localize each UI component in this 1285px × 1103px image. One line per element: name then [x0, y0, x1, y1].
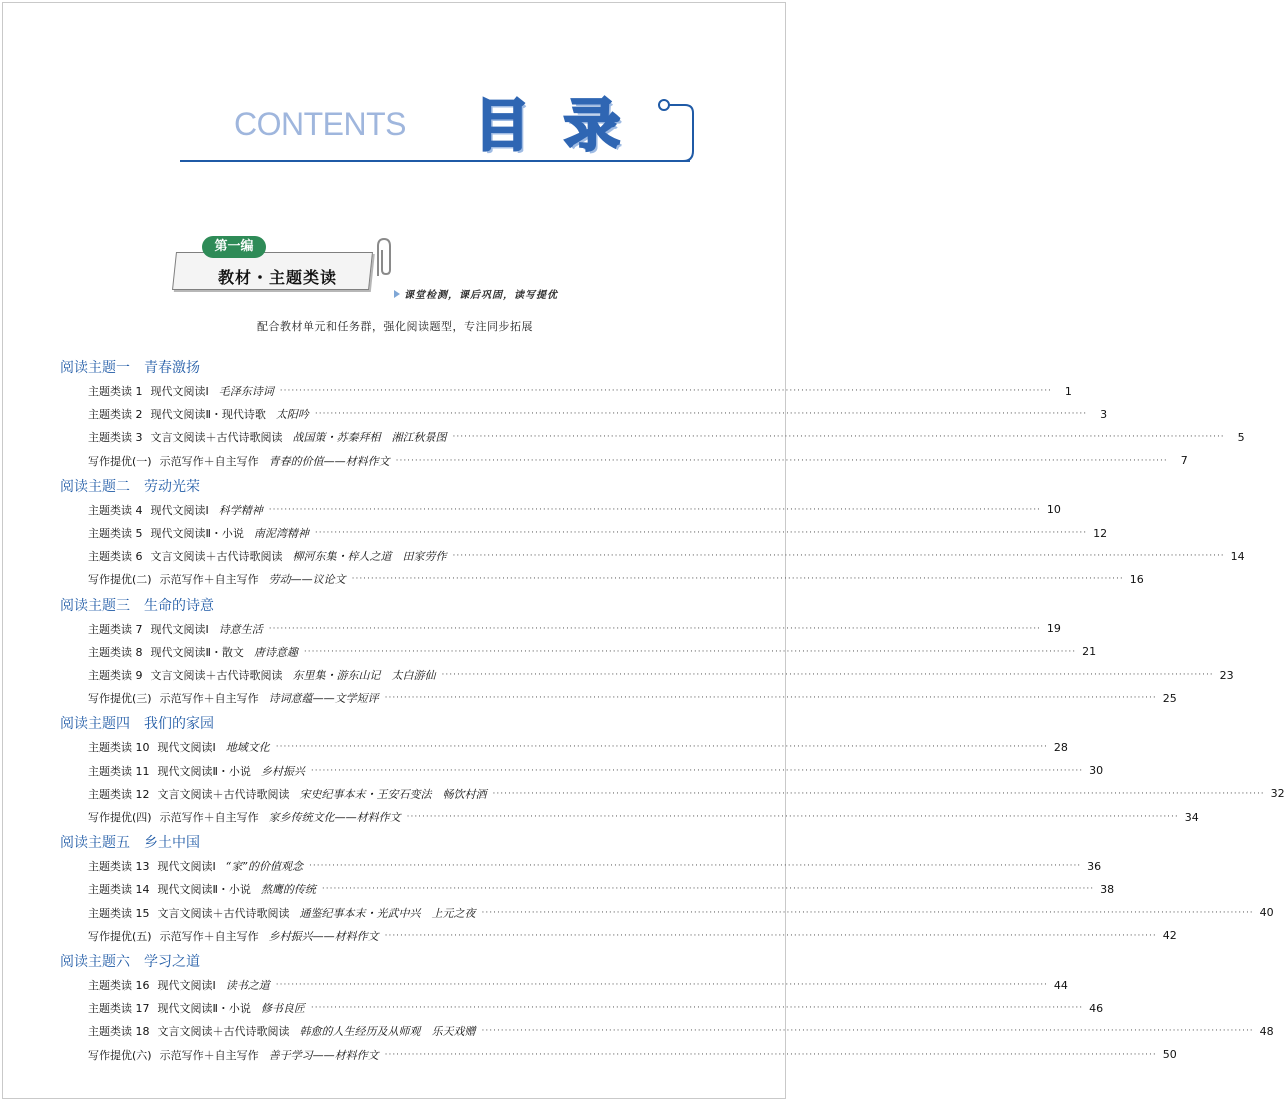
- entry-label: 主题类读 4: [88, 503, 143, 517]
- leader-dots: ········································································································································································································: [314, 409, 1088, 420]
- toc-entry[interactable]: [88, 977, 1068, 993]
- entry-category: 现代文阅读Ⅰ: [157, 979, 216, 992]
- entry-category: 现代文阅读Ⅰ: [150, 622, 209, 636]
- entry-category: 文言文阅读＋古代诗歌阅读: [150, 669, 283, 682]
- leader-dots: ········································································································································································································: [452, 551, 1225, 562]
- entry-topic: 韩愈的人生经历及从师观 乐天戏赠: [299, 1025, 476, 1039]
- toc-entry[interactable]: [88, 786, 1285, 802]
- entry-topic: 劳动——议论文: [268, 573, 346, 587]
- toc-entry[interactable]: [88, 763, 1104, 779]
- slogan-arrow-icon: [394, 290, 400, 298]
- entry-label: 主题类读 9: [88, 669, 143, 682]
- entry-label: 主题类读 8: [88, 645, 143, 659]
- entry-label: 主题类读 7: [88, 622, 143, 636]
- entry-topic: 唐诗意趣: [253, 645, 298, 659]
- entry-topic: 善于学习——材料作文: [268, 1048, 379, 1062]
- toc-entry[interactable]: [88, 621, 1061, 637]
- entry-page-number: 40: [1259, 906, 1274, 920]
- entry-topic: 诗意生活: [218, 622, 263, 636]
- toc-entry[interactable]: [88, 548, 1245, 564]
- entry-page-number: 34: [1184, 810, 1199, 824]
- toc-entry[interactable]: [88, 383, 1072, 399]
- entry-topic: 南泥湾精神: [253, 527, 309, 540]
- entry-page-number: 42: [1162, 929, 1177, 943]
- part-badge: 第一编: [202, 236, 266, 258]
- theme-title[interactable]: 阅读主题三 生命的诗意: [60, 597, 214, 614]
- entry-topic: 青春的价值——材料作文: [268, 454, 390, 468]
- toc-entry[interactable]: [88, 644, 1097, 660]
- entry-category: 现代文阅读Ⅰ: [157, 741, 216, 755]
- theme-title[interactable]: 阅读主题一 青春激扬: [60, 360, 200, 376]
- entry-page-number: 7: [1180, 454, 1188, 468]
- entry-category: 文言文阅读＋古代诗歌阅读: [157, 787, 290, 801]
- leader-dots: ········································································································································································································: [395, 455, 1168, 466]
- entry-label: 写作提优(六): [88, 1048, 152, 1062]
- entry-page-number: 38: [1100, 882, 1115, 896]
- toc-entry[interactable]: [88, 406, 1108, 422]
- leader-dots: ········································································································································································································: [481, 1026, 1254, 1037]
- entry-label: 写作提优(五): [88, 929, 152, 943]
- entry-label: 写作提优(四): [88, 811, 152, 824]
- entry-category: 现代文阅读Ⅰ: [150, 385, 209, 398]
- entry-topic: 战国策・苏秦拜相 湘江秋景图: [292, 431, 447, 445]
- theme-title[interactable]: 阅读主题五 乡土中国: [60, 835, 200, 852]
- toc-entry[interactable]: [88, 858, 1102, 874]
- toc-entry[interactable]: [88, 571, 1144, 587]
- toc-entry[interactable]: [88, 1023, 1274, 1039]
- entry-category: 现代文阅读Ⅰ: [157, 860, 216, 874]
- entry-topic: 地域文化: [225, 741, 270, 755]
- entry-category: 示范写作＋自主写作: [159, 1048, 259, 1062]
- leader-dots: ········································································································································································································: [452, 432, 1225, 443]
- entry-topic: 乡村振兴: [260, 764, 305, 778]
- theme-title[interactable]: 阅读主题四 我们的家园: [60, 716, 214, 733]
- entry-label: 主题类读 17: [88, 1002, 150, 1016]
- leader-dots: ········································································································································································································: [314, 528, 1088, 538]
- entry-page-number: 30: [1089, 764, 1104, 778]
- toc-entry[interactable]: [88, 881, 1115, 897]
- leader-dots: ········································································································································································································: [268, 504, 1041, 515]
- entry-page-number: 36: [1087, 859, 1102, 873]
- toc-entry[interactable]: [88, 1000, 1104, 1016]
- entry-category: 现代文阅读Ⅱ・小说: [157, 883, 251, 897]
- toc-entry[interactable]: [88, 525, 1108, 541]
- entry-topic: 科学精神: [218, 503, 263, 517]
- toc-entry[interactable]: [88, 739, 1068, 755]
- entry-category: 示范写作＋自主写作: [159, 692, 259, 706]
- section-subtitle: 配合教材单元和任务群，强化阅读题型，专注同步拓展: [257, 320, 533, 333]
- leader-dots: ········································································································································································································: [406, 812, 1179, 822]
- toc-entry[interactable]: [88, 453, 1188, 469]
- entry-category: 文言文阅读＋古代诗歌阅读: [157, 1025, 290, 1039]
- entry-topic: “家”的价值观念: [225, 860, 303, 874]
- leader-dots: ········································································································································································································: [351, 574, 1124, 585]
- entry-page-number: 23: [1219, 668, 1234, 682]
- entry-page-number: 14: [1230, 549, 1245, 563]
- entry-page-number: 25: [1162, 691, 1177, 705]
- leader-dots: ········································································································································································································: [279, 386, 1052, 396]
- leader-dots: ········································································································································································································: [268, 623, 1041, 634]
- entry-label: 主题类读 12: [88, 787, 150, 801]
- entry-topic: 修书良匠: [260, 1002, 305, 1016]
- banner-title: 教材・主题类读: [218, 268, 338, 287]
- banner-slogan: 课堂检测，课后巩固，读写提优: [404, 290, 558, 301]
- entry-topic: 宋史纪事本末・王安石变法 畅饮村酒: [299, 787, 487, 801]
- entry-page-number: 50: [1162, 1048, 1177, 1062]
- entry-label: 主题类读 18: [88, 1025, 150, 1039]
- leader-dots: ········································································································································································································: [481, 907, 1254, 918]
- toc-entry[interactable]: [88, 502, 1061, 518]
- entry-category: 现代文阅读Ⅱ・小说: [157, 764, 251, 778]
- theme-title[interactable]: 阅读主题二 劳动光荣: [60, 478, 200, 495]
- entry-category: 示范写作＋自主写作: [159, 573, 259, 587]
- entry-label: 主题类读 13: [88, 860, 150, 874]
- leader-dots: ········································································································································································································: [321, 884, 1095, 895]
- entry-topic: 东里集・游东山记 太白游仙: [292, 669, 436, 682]
- toc-entry[interactable]: [88, 667, 1234, 683]
- header-decorative-curve: [655, 95, 715, 175]
- leader-dots: ········································································································································································································: [275, 980, 1048, 990]
- entry-label: 主题类读 15: [88, 906, 150, 920]
- leader-dots: ········································································································································································································: [384, 693, 1157, 704]
- toc-entry[interactable]: [88, 429, 1245, 445]
- leader-dots: ········································································································································································································: [384, 1049, 1157, 1060]
- entry-label: 主题类读 11: [88, 764, 150, 778]
- leader-dots: ········································································································································································································: [384, 930, 1157, 941]
- entry-label: 主题类读 6: [88, 550, 143, 564]
- entry-topic: 乡村振兴——材料作文: [268, 929, 379, 943]
- entry-topic: 诗词意蕴——文学短评: [268, 692, 379, 706]
- toc-entry[interactable]: [88, 809, 1199, 825]
- entry-page-number: 32: [1270, 787, 1285, 801]
- entry-page-number: 12: [1093, 526, 1108, 540]
- entry-topic: 通鉴纪事本末・光武中兴 上元之夜: [299, 906, 476, 920]
- entry-label: 主题类读 16: [88, 979, 150, 992]
- section-banner: [168, 230, 608, 310]
- theme-title[interactable]: 阅读主题六 学习之道: [60, 954, 200, 970]
- entry-page-number: 46: [1089, 1001, 1104, 1015]
- entry-category: 现代文阅读Ⅱ・散文: [150, 645, 244, 659]
- toc-entry[interactable]: [88, 690, 1177, 706]
- leader-dots: ········································································································································································································: [303, 646, 1077, 657]
- entry-topic: 柳河东集・梓人之道 田家劳作: [292, 550, 447, 564]
- mulu-heading: 目录: [474, 94, 654, 159]
- entry-page-number: 21: [1082, 645, 1097, 659]
- entry-category: 现代文阅读Ⅱ・现代诗歌: [150, 408, 266, 422]
- entry-page-number: 19: [1046, 622, 1061, 636]
- entry-label: 主题类读 10: [88, 741, 150, 755]
- toc-entry[interactable]: [88, 1047, 1177, 1063]
- entry-label: 写作提优(二): [88, 573, 152, 587]
- entry-page-number: 3: [1100, 407, 1108, 421]
- entry-label: 主题类读 3: [88, 431, 143, 445]
- entry-category: 示范写作＋自主写作: [159, 811, 259, 824]
- entry-label: 主题类读 2: [88, 408, 143, 422]
- leader-dots: ········································································································································································································: [310, 765, 1084, 776]
- entry-page-number: 16: [1129, 572, 1144, 586]
- leader-dots: ········································································································································································································: [309, 861, 1082, 872]
- entry-category: 文言文阅读＋古代诗歌阅读: [150, 431, 283, 445]
- entry-label: 主题类读 14: [88, 883, 150, 897]
- entry-label: 写作提优(一): [88, 454, 152, 468]
- entry-topic: 读书之道: [225, 979, 270, 992]
- entry-topic: 太阳吟: [275, 408, 309, 422]
- paperclip-icon: [368, 236, 398, 280]
- leader-dots: ········································································································································································································: [310, 1003, 1084, 1014]
- toc-entry[interactable]: [88, 928, 1177, 944]
- entry-label: 写作提优(三): [88, 692, 152, 706]
- entry-label: 主题类读 1: [88, 385, 143, 398]
- entry-page-number: 1: [1064, 384, 1072, 398]
- entry-category: 示范写作＋自主写作: [159, 929, 259, 943]
- leader-dots: ········································································································································································································: [441, 670, 1214, 680]
- entry-label: 主题类读 5: [88, 527, 143, 540]
- entry-topic: 熬鹰的传统: [260, 883, 316, 897]
- entry-topic: 毛泽东诗词: [218, 385, 274, 398]
- contents-heading: CONTENTS: [234, 106, 406, 142]
- entry-category: 现代文阅读Ⅱ・小说: [150, 527, 244, 540]
- entry-page-number: 10: [1046, 503, 1061, 517]
- header-underline: [180, 160, 690, 162]
- entry-page-number: 44: [1053, 978, 1068, 992]
- entry-category: 现代文阅读Ⅱ・小说: [157, 1002, 251, 1016]
- entry-category: 文言文阅读＋古代诗歌阅读: [157, 906, 290, 920]
- entry-page-number: 5: [1237, 430, 1245, 444]
- entry-page-number: 48: [1259, 1024, 1274, 1038]
- leader-dots: ········································································································································································································: [275, 742, 1048, 753]
- leader-dots: ········································································································································································································: [492, 788, 1265, 799]
- entry-topic: 家乡传统文化——材料作文: [268, 811, 401, 824]
- entry-page-number: 28: [1053, 740, 1068, 754]
- toc-entry[interactable]: [88, 905, 1274, 921]
- entry-category: 现代文阅读Ⅰ: [150, 503, 209, 517]
- entry-category: 文言文阅读＋古代诗歌阅读: [150, 550, 283, 564]
- entry-category: 示范写作＋自主写作: [159, 454, 259, 468]
